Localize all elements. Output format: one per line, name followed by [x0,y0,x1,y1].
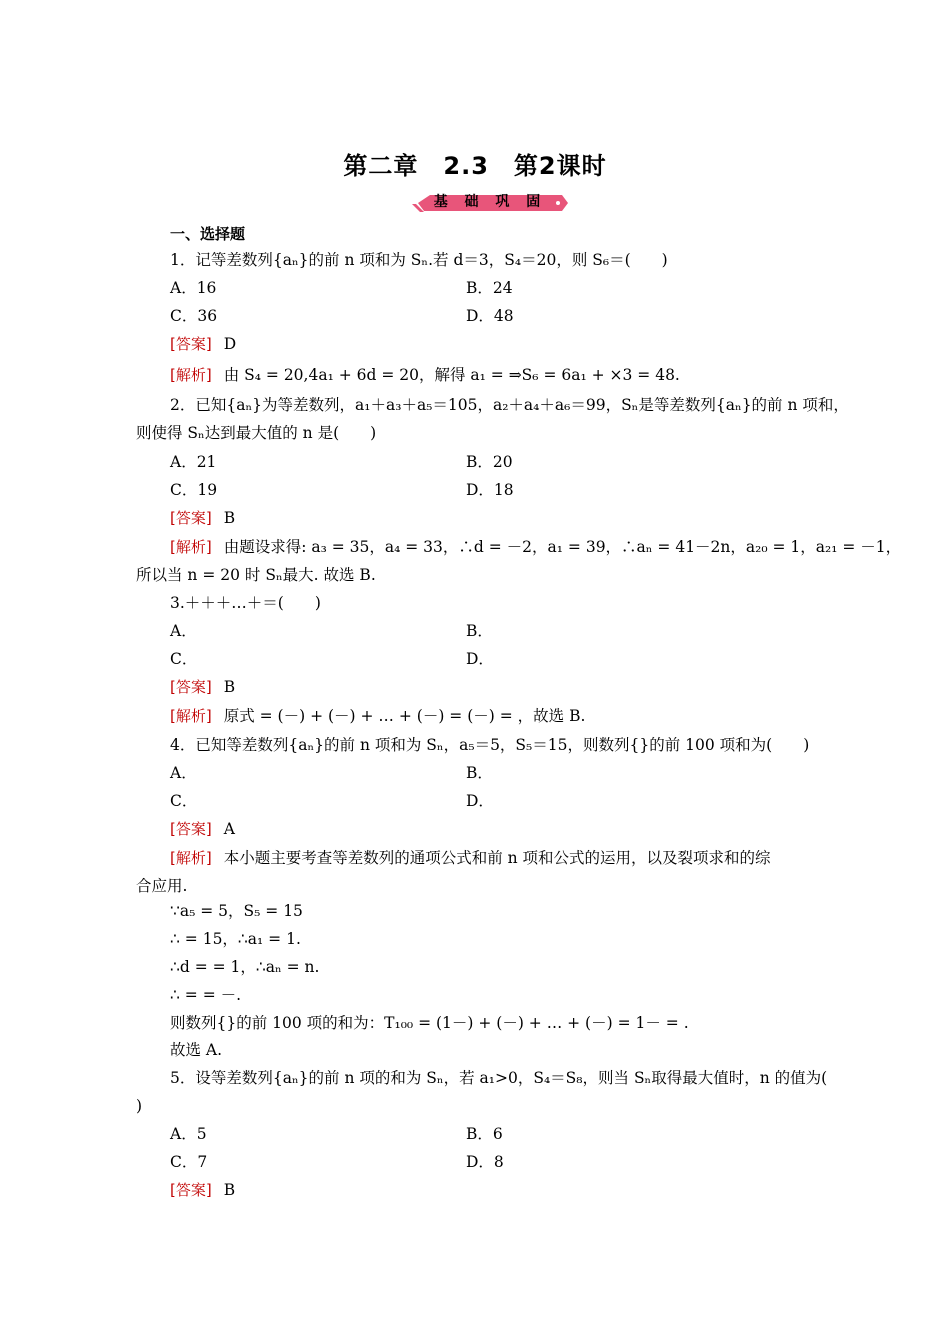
banner-label: 基 础 巩 固 [433,194,547,210]
page-title: 第二章 2.3 第2课时 [343,152,607,180]
q1-option-a: A．16 [170,279,217,297]
q5-option-d: D．8 [466,1153,504,1171]
q2-answer: B [223,509,236,527]
analysis-tag: [解析] [170,707,212,725]
q2-option-a: A．21 [170,453,217,471]
q4-step: 则数列{}的前 100 项的和为：T₁₀₀ = (1－) + (－) + … + (－) = 1－ = . [170,1014,689,1032]
q3-option-b: B． [466,622,493,640]
q1-option-c: C．36 [170,307,218,325]
answer-tag: [答案] [170,1181,212,1199]
q4-option-a: A． [170,764,197,782]
q5-stem: 5．设等差数列{aₙ}的前 n 项的和为 Sₙ，若 a₁>0，S₄＝S₈，则当 Sₙ取得最大值时，n 的值为( [170,1069,828,1087]
q1-answer-row [170,334,236,354]
q4-option-b: B． [466,764,493,782]
q4-option-d: D． [466,792,494,810]
q4-step: ∵a₅ = 5，S₅ = 15 [170,902,303,920]
answer-tag: [答案] [170,335,212,353]
analysis-tag: [解析] [170,366,212,384]
q1-option-d: D．48 [466,307,514,325]
q2-option-d: D．18 [466,481,514,499]
answer-tag: [答案] [170,509,212,527]
q2-analysis-row [170,537,901,557]
q4-analysis: 本小题主要考查等差数列的通项公式和前 n 项和公式的运用，以及裂项求和的综 [223,849,771,867]
answer-tag: [答案] [170,678,212,696]
q5-stem-cont: ) [136,1097,143,1115]
q3-option-a: A． [170,622,197,640]
q3-answer: B [223,678,236,696]
q1-analysis-row [170,365,680,385]
q3-stem: 3.＋＋＋…＋＝( ) [170,594,321,612]
q5-option-c: C．7 [170,1153,208,1171]
q4-step: ∴ = 15，∴a₁ = 1. [170,930,301,948]
analysis-tag: [解析] [170,538,212,556]
q4-step: 故选 A. [170,1041,223,1059]
answer-tag: [答案] [170,820,212,838]
q1-analysis: 由 S₄ = 20,4a₁ + 6d = 20，解得 a₁ = ⇒S₆ = 6a₁ + ×3 = 48. [223,366,680,384]
q4-step: ∴ = = －. [170,986,242,1004]
q4-analysis-cont: 合应用. [136,877,188,895]
q2-option-c: C．19 [170,481,218,499]
q5-option-a: A．5 [170,1125,207,1143]
q1-option-b: B．24 [466,279,513,297]
q4-analysis-row [170,848,771,868]
q4-stem: 4．已知等差数列{aₙ}的前 n 项和为 Sₙ，a₅＝5，S₅＝15，则数列{}的前 100 项和为( ) [170,736,810,754]
q2-stem: 2．已知{aₙ}为等差数列，a₁＋a₃＋a₅＝105，a₂＋a₄＋a₆＝99，Sₙ是等差数列{aₙ}的前 n 项和， [170,396,849,414]
q1-stem: 1．记等差数列{aₙ}的前 n 项和为 Sₙ.若 d＝3，S₄＝20，则 S₆＝( ) [170,251,668,269]
q3-answer-row [170,677,235,697]
q2-option-b: B．20 [466,453,513,471]
q3-option-d: D． [466,650,494,668]
q2-stem-cont: 则使得 Sₙ达到最大值的 n 是( ) [136,424,377,442]
q2-analysis: 由题设求得: a₃ = 35，a₄ = 33，∴d = －2，a₁ = 39，∴aₙ = 41－2n，a₂₀ = 1，a₂₁ = －1， [223,538,902,556]
q2-analysis-cont: 所以当 n = 20 时 Sₙ最大. 故选 B. [136,566,376,584]
q4-answer: A [223,820,235,838]
q5-option-b: B．6 [466,1125,503,1143]
analysis-tag: [解析] [170,849,212,867]
q4-option-c: C． [170,792,198,810]
q2-answer-row [170,508,235,528]
q4-step: ∴d = = 1，∴aₙ = n. [170,958,320,976]
q5-answer-row [170,1180,235,1200]
q3-option-c: C． [170,650,198,668]
q1-answer: D [223,335,237,353]
section-heading: 一、选择题 [170,225,246,243]
q5-answer: B [223,1181,236,1199]
q3-analysis: 原式 = (－) + (－) + … + (－) = (－) = ，故选 B. [223,707,586,725]
q4-answer-row [170,819,235,839]
q3-analysis-row [170,706,585,726]
